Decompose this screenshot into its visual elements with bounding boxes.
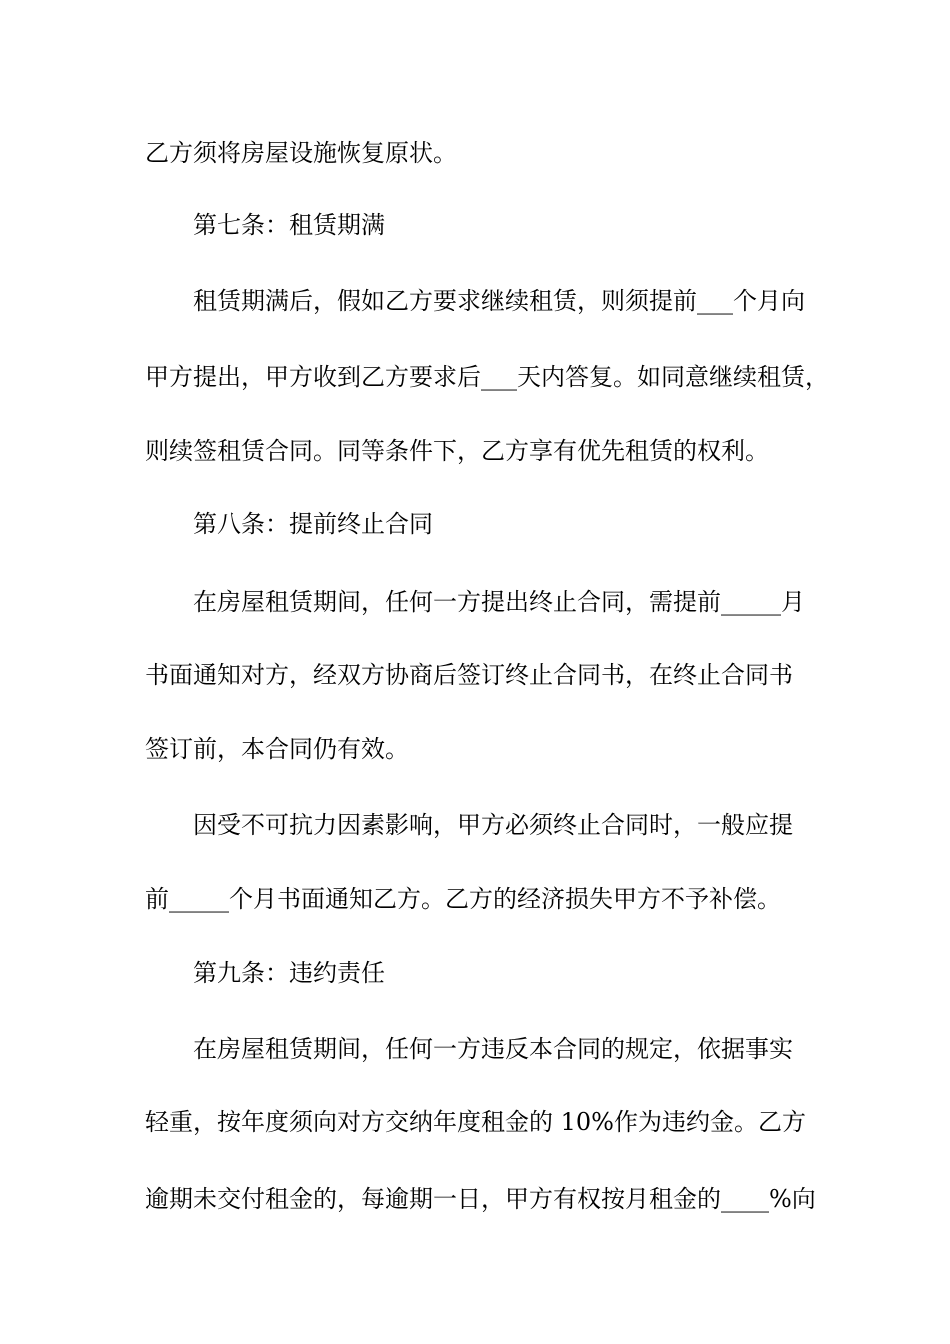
text-line: 轻重，按年度须向对方交纳年度租金的 10%作为违约金。乙方 [145,1108,806,1136]
text-line: 签订前，本合同仍有效。 [145,735,409,763]
text-line: 在房屋租赁期间，任何一方违反本合同的规定，依据事实 [193,1035,793,1063]
text-line: 则续签租赁合同。同等条件下，乙方享有优先租赁的权利。 [145,437,769,465]
section-heading: 第九条：违约责任 [193,959,385,987]
text-line: 逾期未交付租金的，每逾期一日，甲方有权按月租金的____%向 [145,1185,816,1213]
text-line: 在房屋租赁期间，任何一方提出终止合同，需提前_____月 [193,588,805,616]
text-line: 书面通知对方，经双方协商后签订终止合同书，在终止合同书 [145,661,793,689]
section-heading: 第七条：租赁期满 [193,211,385,239]
section-heading: 第八条：提前终止合同 [193,510,433,538]
text-line: 乙方须将房屋设施恢复原状。 [145,139,457,167]
text-line: 租赁期满后，假如乙方要求继续租赁，则须提前___个月向 [193,287,805,315]
text-line: 甲方提出，甲方收到乙方要求后___天内答复。如同意继续租赁， [145,363,829,391]
text-line: 前_____个月书面通知乙方。乙方的经济损失甲方不予补偿。 [145,885,781,913]
text-line: 因受不可抗力因素影响，甲方必须终止合同时，一般应提 [193,811,793,839]
